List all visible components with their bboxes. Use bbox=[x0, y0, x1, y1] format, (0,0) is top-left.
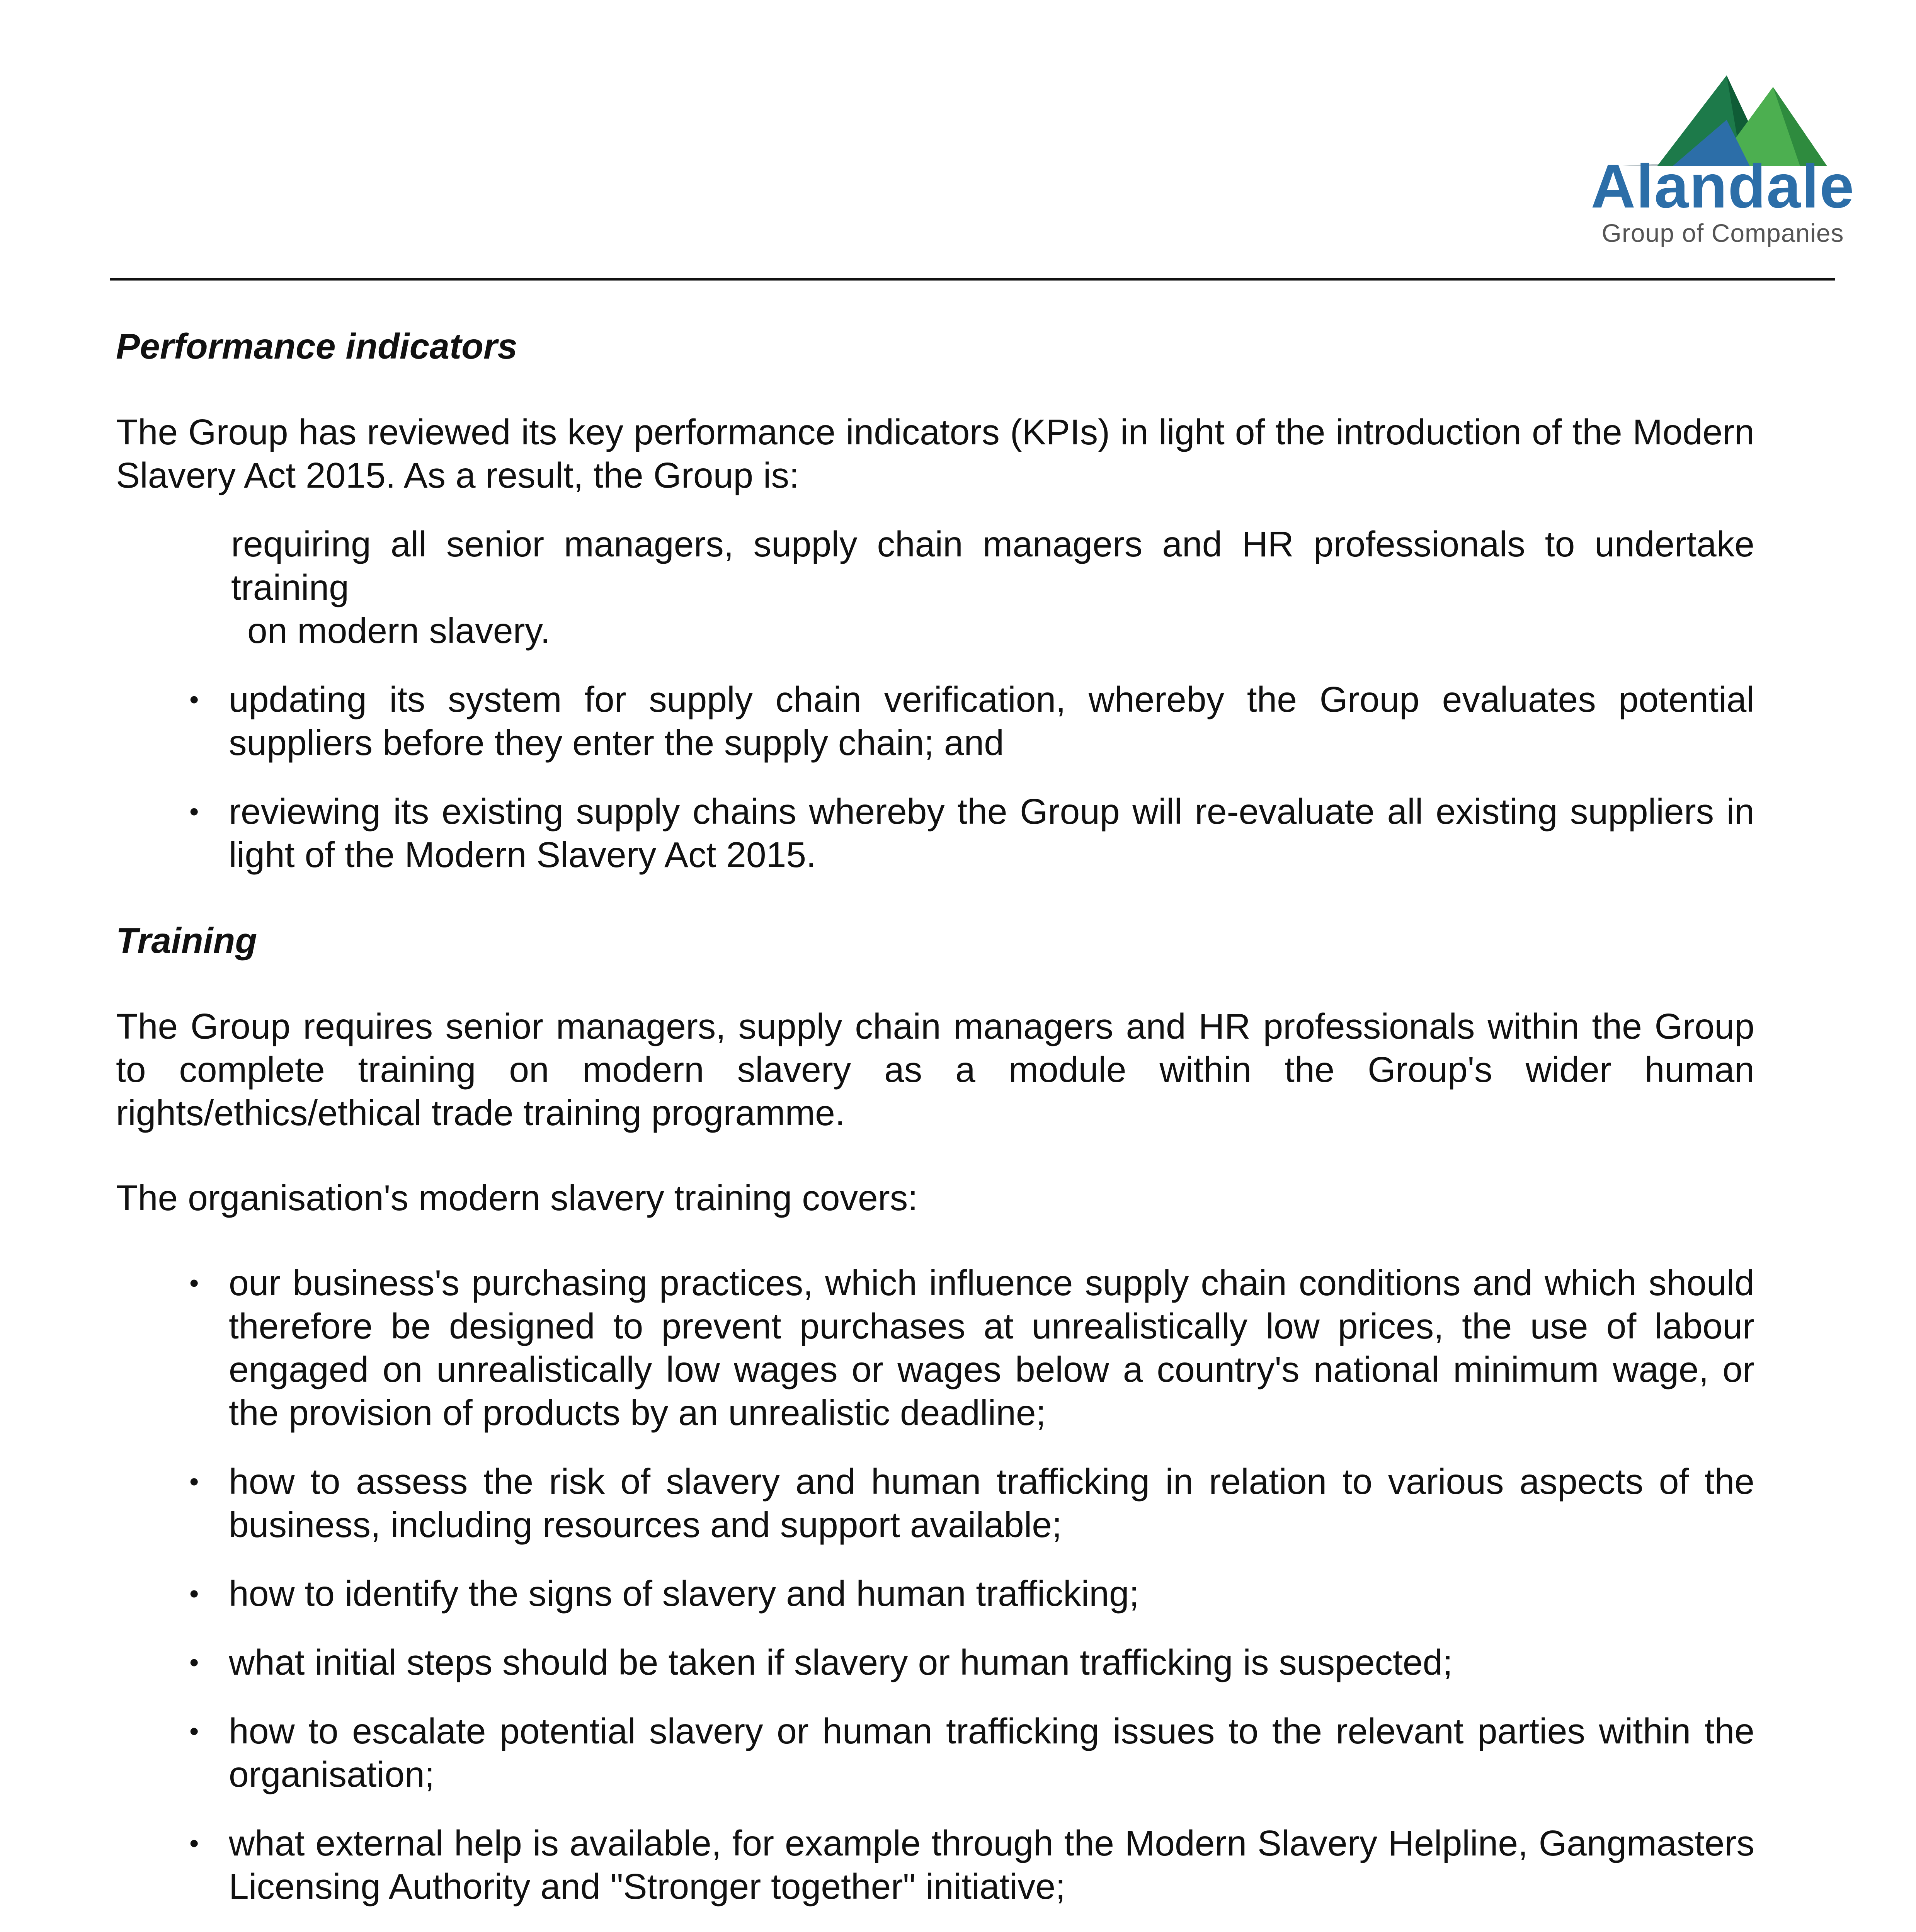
list-item bbox=[116, 1261, 1754, 1434]
list-item bbox=[116, 1460, 1754, 1546]
list-item bbox=[116, 678, 1754, 764]
document-body bbox=[116, 325, 1754, 1932]
list-item bbox=[116, 522, 1754, 652]
list-item-text: our business's purchasing practices, which influence supply chain conditions and which should therefore be designed to prevent purchases at unrealistically low prices, the use of labour engaged on unrealistically low wages or wages below a country's national minimum wage, or the provision of products by an unrealistic deadline; bbox=[229, 1263, 1754, 1433]
bullet-icon: • bbox=[189, 1578, 199, 1609]
bullet-icon: • bbox=[189, 1647, 199, 1677]
paragraph-training-covers: The organisation's modern slavery training covers: bbox=[116, 1178, 918, 1218]
logo-wordmark: Alandale bbox=[1591, 151, 1855, 221]
list-item-text: what initial steps should be taken if slavery or human trafficking is suspected; bbox=[229, 1642, 1453, 1682]
company-logo bbox=[1584, 70, 1862, 255]
bullet-icon: • bbox=[189, 1466, 199, 1497]
list-item bbox=[116, 1821, 1754, 1908]
bullet-icon: • bbox=[189, 684, 199, 714]
list-item-text: updating its system for supply chain verification, whereby the Group evaluates potential suppliers before they enter the supply chain; and bbox=[229, 679, 1754, 763]
bullet-icon: • bbox=[189, 1716, 199, 1746]
list-item-text: what external help is available, for example through the Modern Slavery Helpline, Gangmasters Licensing Authority and "Stronger together" initiative; bbox=[229, 1823, 1754, 1906]
list-item bbox=[116, 1641, 1754, 1684]
list-item-text: reviewing its existing supply chains whereby the Group will re-evaluate all existing suppliers in light of the Modern Slavery Act 2015. bbox=[229, 791, 1754, 875]
logo-tagline: Group of Companies bbox=[1601, 219, 1844, 247]
list-item bbox=[116, 1709, 1754, 1796]
paragraph-training-intro: The Group requires senior managers, supply chain managers and HR professionals within the Group to complete training on modern slavery as a module within the Group's wider human rights/ethics/ethical trade training programme. bbox=[116, 1006, 1754, 1133]
list-item-text-continued: on modern slavery. bbox=[247, 611, 550, 651]
section-heading-performance: Performance indicators bbox=[116, 326, 517, 366]
list-item-text: how to escalate potential slavery or human trafficking issues to the relevant parties within the organisation; bbox=[229, 1711, 1754, 1794]
paragraph-performance-intro: The Group has reviewed its key performance indicators (KPIs) in light of the introduction of the Modern Slavery Act 2015. As a result, the Group is: bbox=[116, 412, 1754, 495]
bullet-icon: • bbox=[189, 1828, 199, 1858]
list-item bbox=[116, 1572, 1754, 1615]
list-item-text: how to assess the risk of slavery and human trafficking in relation to various aspects of the business, including resources and support available; bbox=[229, 1461, 1754, 1545]
list-item bbox=[116, 790, 1754, 876]
list-item-text: requiring all senior managers, supply chain managers and HR professionals to undertake training bbox=[231, 524, 1754, 607]
header-divider bbox=[110, 278, 1835, 281]
bullet-icon: • bbox=[189, 796, 199, 827]
list-item-text: how to identify the signs of slavery and human trafficking; bbox=[229, 1573, 1139, 1614]
section-heading-training: Training bbox=[116, 920, 257, 961]
bullet-icon: • bbox=[189, 1268, 199, 1298]
